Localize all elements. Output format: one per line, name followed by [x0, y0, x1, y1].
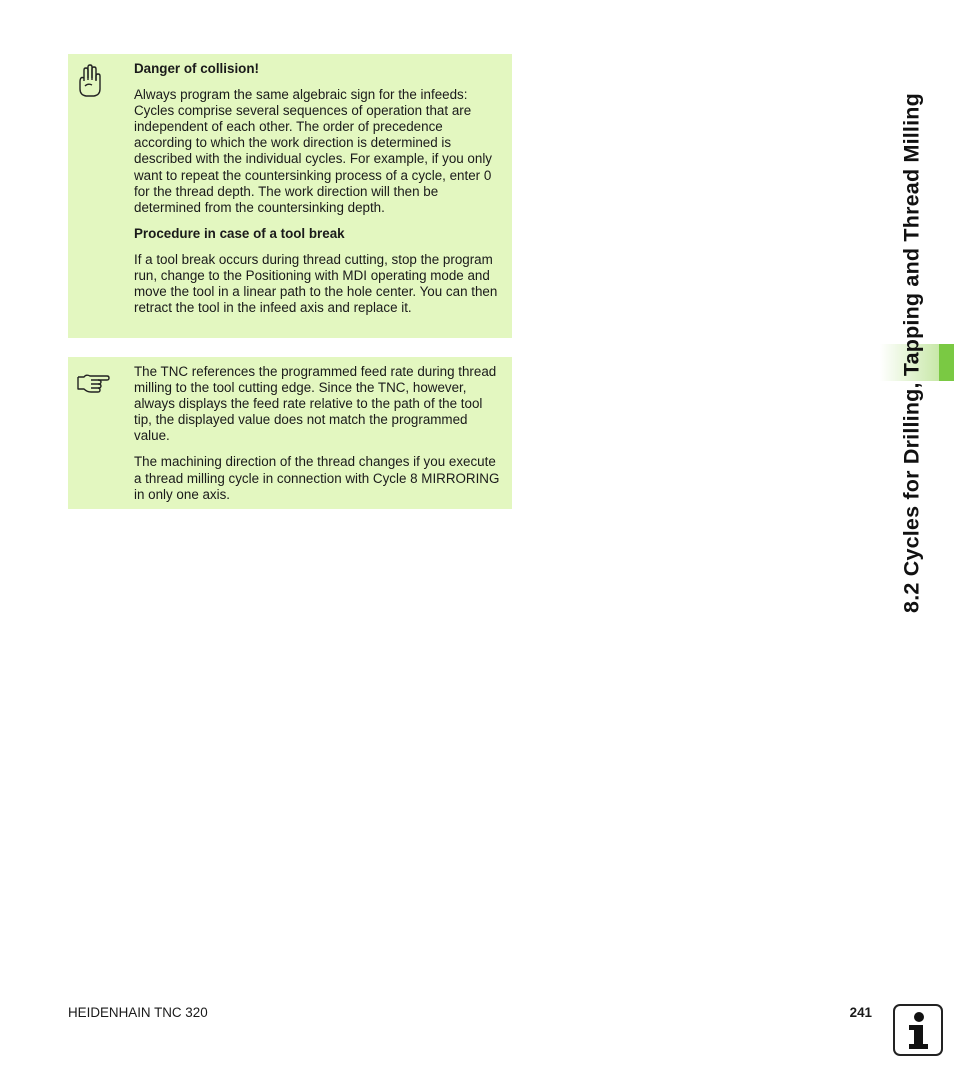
info-icon: [893, 1004, 943, 1056]
page-number: 241: [849, 1005, 872, 1020]
mirroring-paragraph: The machining direction of the thread changes if you execute a thread milling cycle in connection with Cycle 8 MIRRORING in only one axis.: [134, 454, 500, 502]
tool-break-paragraph: If a tool break occurs during thread cutting, stop the program run, change to the Positioning with MDI operating mode and move the tool in a linear path to the hole center. You can then retract the tool in the infeed axis and replace it.: [134, 251, 498, 316]
chapter-title: 8.2 Cycles for Drilling, Tapping and Thread Milling: [899, 93, 924, 613]
infeed-sign-paragraph: Always program the same algebraic sign for the infeeds: Cycles comprise several sequences of operation that are independent of each other. The order of precedence according to which the work direction is determined is described with the individual cycles. For example, if you only want to repeat the countersinking process of a cycle, enter 0 for the thread depth. The work direction will then be determined from the countersinking depth.: [134, 87, 492, 215]
info-note: [68, 357, 512, 509]
chapter-tab: [939, 344, 954, 381]
tool-break-heading: Procedure in case of a tool break: [134, 225, 345, 241]
danger-heading: Danger of collision!: [134, 61, 259, 76]
danger-note: [68, 54, 512, 338]
info-note-text: [134, 364, 502, 513]
feed-rate-paragraph: The TNC references the programmed feed rate during thread milling to the tool cutting edge. Since the TNC, however, always displays the feed rate relative to the path of the tool tip, the displayed value does not match the programmed value.: [134, 364, 497, 444]
warning-hand-icon: [76, 64, 106, 98]
footer-product: HEIDENHAIN TNC 320: [68, 1005, 208, 1020]
pointing-hand-icon: [76, 369, 110, 395]
danger-note-text: [134, 61, 502, 326]
